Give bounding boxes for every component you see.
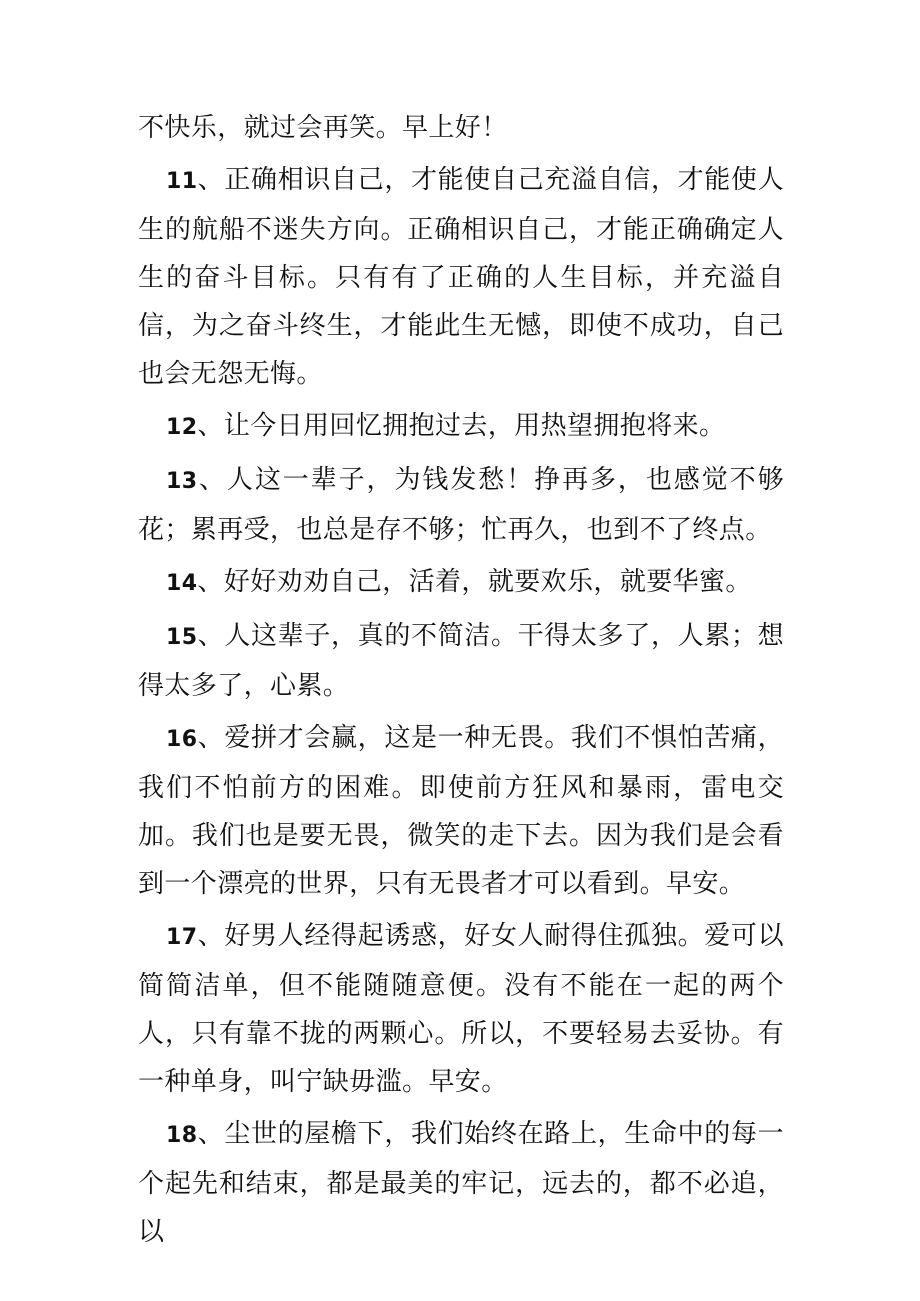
item-number: 13	[166, 469, 198, 494]
item-number: 16	[166, 727, 198, 752]
item-text: 、爱拼才会赢，这是一种无畏。我们不惧怕苦痛，我们不怕前方的困难。即使前方狂风和暴雨，雷电交加。我们也是要无畏，微笑的走下去。因为我们是会看到一个漂亮的世界，只有无畏者才可以看到。早安。	[138, 723, 784, 899]
list-item	[138, 156, 784, 398]
item-text: 、好好劝劝自己，活着，就要欢乐，就要华蜜。	[197, 567, 752, 597]
item-number: 17	[166, 925, 198, 950]
list-item	[138, 1110, 784, 1256]
list-item	[138, 402, 784, 452]
item-text: 、正确相识自己，才能使自己充溢自信，才能使人生的航船不迷失方向。正确相识自己，才能正确确定人生的奋斗目标。只有有了正确的人生目标，并充溢自信，为之奋斗终生，才能此生无憾，即使不成功，自己也会无怨无悔。	[138, 165, 784, 389]
list-item	[138, 912, 784, 1106]
item-text: 、人这一辈子，为钱发愁！挣再多，也感觉不够花；累再受，也总是存不够；忙再久，也到不了终点。	[138, 465, 784, 545]
list-item	[138, 612, 784, 710]
item-text: 、尘世的屋檐下，我们始终在路上，生命中的每一个起先和结束，都是最美的牢记，远去的，都不必追，以	[138, 1119, 784, 1247]
item-text: 、让今日用回忆拥抱过去，用热望拥抱将来。	[197, 411, 726, 441]
document-body	[138, 104, 784, 1256]
list-item	[138, 714, 784, 908]
item-number: 18	[166, 1123, 198, 1148]
intro-paragraph	[138, 104, 784, 152]
list-item	[138, 456, 784, 554]
item-text: 、人这辈子，真的不简洁。干得太多了，人累；想得太多了，心累。	[138, 621, 784, 701]
list-item	[138, 558, 784, 608]
item-number: 15	[166, 625, 198, 650]
item-number: 12	[166, 415, 198, 440]
item-number: 14	[166, 571, 198, 596]
intro-text: 不快乐，就过会再笑。早上好！	[138, 113, 508, 143]
item-number: 11	[166, 169, 198, 194]
item-text: 、好男人经得起诱惑，好女人耐得住孤独。爱可以简简洁单，但不能随随意便。没有不能在一起的两个人，只有靠不拢的两颗心。所以，不要轻易去妥协。有一种单身，叫宁缺毋滥。早安。	[138, 921, 784, 1097]
